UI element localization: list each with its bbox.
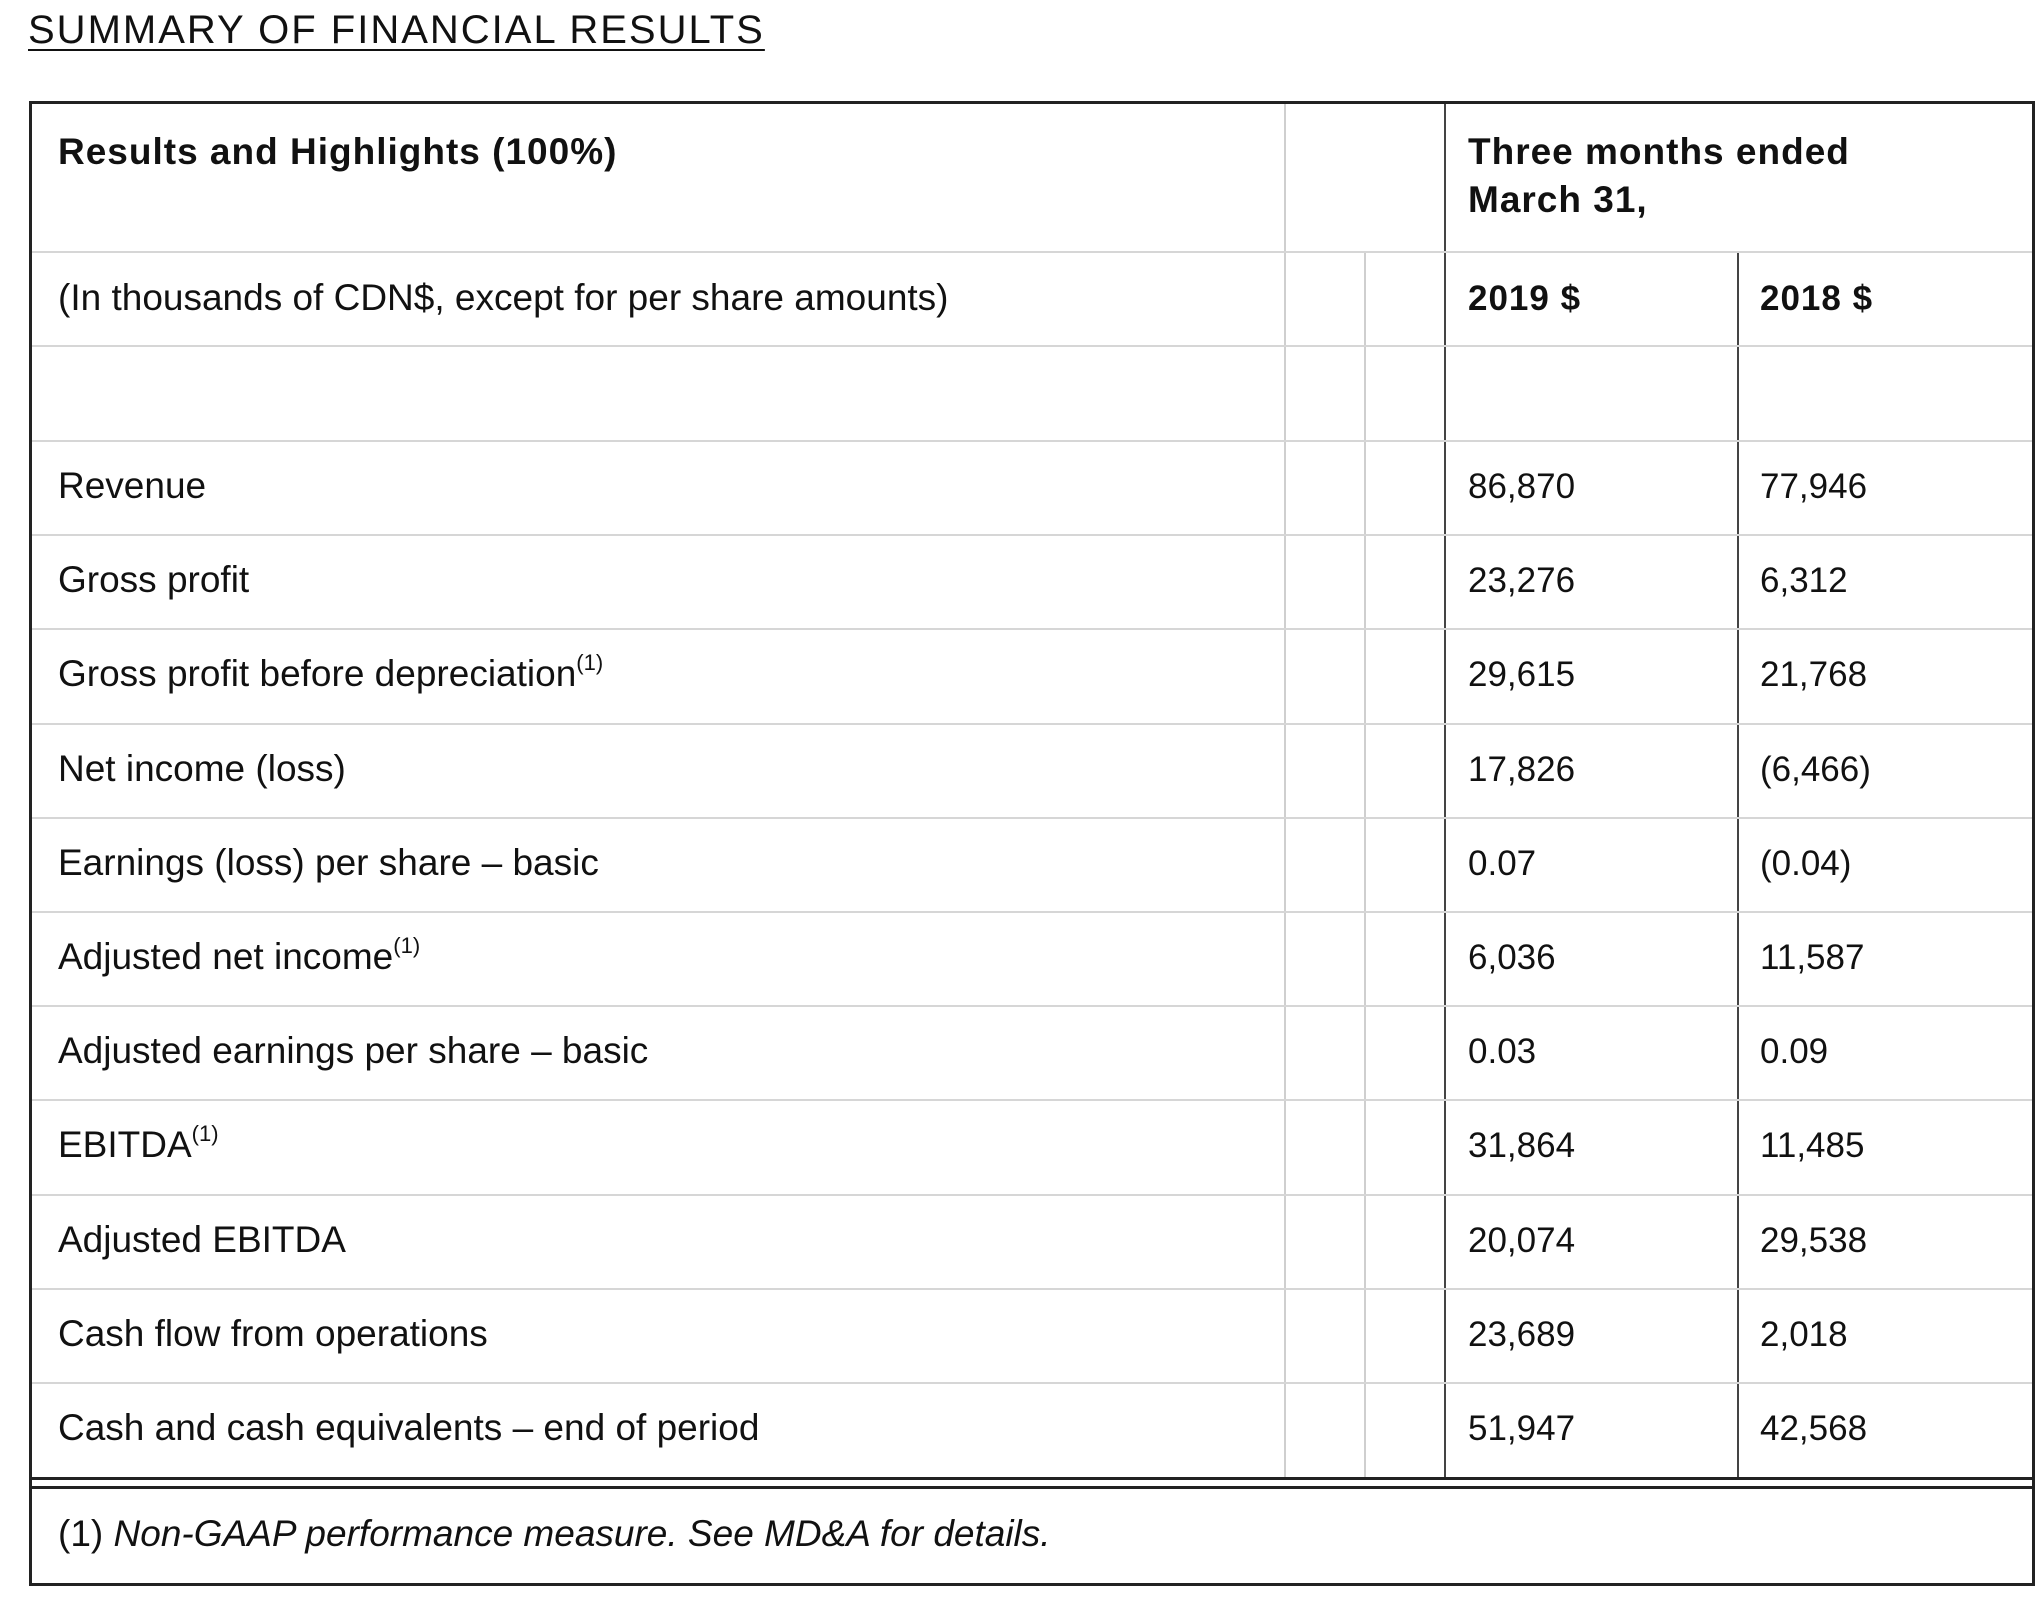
table-cell-2019: 0.07	[1468, 844, 1537, 883]
table-cell-2018: 0.09	[1760, 1032, 1829, 1071]
table-cell-2019: 6,036	[1468, 938, 1556, 977]
table-row-label	[58, 556, 249, 604]
column-header-2018: 2018 $	[1760, 279, 1874, 318]
table-row-label	[58, 1121, 219, 1169]
table-cell-2019: 17,826	[1468, 750, 1576, 789]
table-cell-2019: 0.03	[1468, 1032, 1537, 1071]
footnote-reference: (1)	[393, 933, 421, 958]
row-label-text: Gross profit before depreciation	[58, 653, 577, 694]
row-label-text: Net income (loss)	[58, 748, 346, 789]
table-cell-2019: 23,689	[1468, 1315, 1576, 1354]
row-divider	[32, 1382, 2032, 1384]
table-cell-2018: 11,485	[1760, 1126, 1865, 1165]
table-row-label	[58, 1310, 488, 1358]
table-row-label	[58, 462, 206, 510]
footnote-marker: (1)	[58, 1513, 104, 1554]
table-cell-2018: 77,946	[1760, 467, 1868, 506]
table-cell-2019: 51,947	[1468, 1409, 1576, 1448]
period-header	[1468, 128, 1850, 224]
row-divider	[32, 628, 2032, 630]
table-cell-2018: 29,538	[1760, 1221, 1868, 1260]
period-header-line1: Three months ended	[1468, 131, 1850, 172]
table-row-label	[58, 933, 420, 981]
table-header-title: Results and Highlights (100%)	[58, 131, 618, 172]
row-label-text: EBITDA	[58, 1124, 192, 1165]
table-cell-2019: 31,864	[1468, 1126, 1576, 1165]
column-divider	[1444, 104, 1446, 1480]
row-divider	[32, 1194, 2032, 1196]
column-divider	[1737, 252, 1739, 1480]
units-label: (In thousands of CDN$, except for per share amounts)	[58, 277, 949, 318]
table-row-label	[58, 1216, 346, 1264]
row-divider	[32, 440, 2032, 442]
column-header-2019: 2019 $	[1468, 279, 1582, 318]
table-row-label	[58, 1404, 759, 1452]
table-cell-2018: 42,568	[1760, 1409, 1868, 1448]
row-divider	[32, 1288, 2032, 1290]
table-cell-2018: 11,587	[1760, 938, 1865, 977]
table-cell-2019: 86,870	[1468, 467, 1576, 506]
table-cell-2019: 29,615	[1468, 655, 1576, 694]
row-divider	[32, 345, 2032, 347]
row-label-text: Revenue	[58, 465, 207, 506]
table-cell-2019: 23,276	[1468, 561, 1576, 600]
row-label-text: Gross profit	[58, 559, 250, 600]
table-row-label	[58, 745, 346, 793]
table-cell-2018: 2,018	[1760, 1315, 1848, 1354]
table-row-label	[58, 839, 599, 887]
row-label-text: Adjusted net income	[58, 936, 394, 977]
footnote-reference: (1)	[191, 1121, 219, 1146]
row-divider	[32, 534, 2032, 536]
footnote-reference: (1)	[576, 650, 604, 675]
table-row-label	[58, 1027, 648, 1075]
row-divider	[32, 723, 2032, 725]
row-divider	[32, 911, 2032, 913]
table-cell-2018: (6,466)	[1760, 750, 1871, 789]
table-cell-2019: 20,074	[1468, 1221, 1576, 1260]
table-cell-2018: (0.04)	[1760, 844, 1852, 883]
row-divider	[32, 1005, 2032, 1007]
footnote-separator	[32, 1477, 2032, 1489]
footnote	[58, 1510, 1051, 1558]
footnote-text: Non-GAAP performance measure. See MD&A for details.	[113, 1513, 1051, 1554]
row-label-text: Adjusted earnings per share – basic	[58, 1030, 649, 1071]
row-label-text: Cash and cash equivalents – end of period	[58, 1407, 760, 1448]
table-cell-2018: 6,312	[1760, 561, 1848, 600]
row-divider	[32, 817, 2032, 819]
column-divider	[1364, 252, 1366, 1480]
row-divider	[32, 251, 2032, 253]
column-divider	[1284, 104, 1286, 1480]
row-label-text: Adjusted EBITDA	[58, 1219, 346, 1260]
period-header-line2: March 31,	[1468, 179, 1648, 221]
table-row-label	[58, 650, 603, 698]
row-divider	[32, 1099, 2032, 1101]
row-label-text: Cash flow from operations	[58, 1313, 488, 1354]
row-label-text: Earnings (loss) per share – basic	[58, 842, 599, 883]
table-cell-2018: 21,768	[1760, 655, 1868, 694]
page-title: SUMMARY OF FINANCIAL RESULTS	[28, 8, 765, 52]
